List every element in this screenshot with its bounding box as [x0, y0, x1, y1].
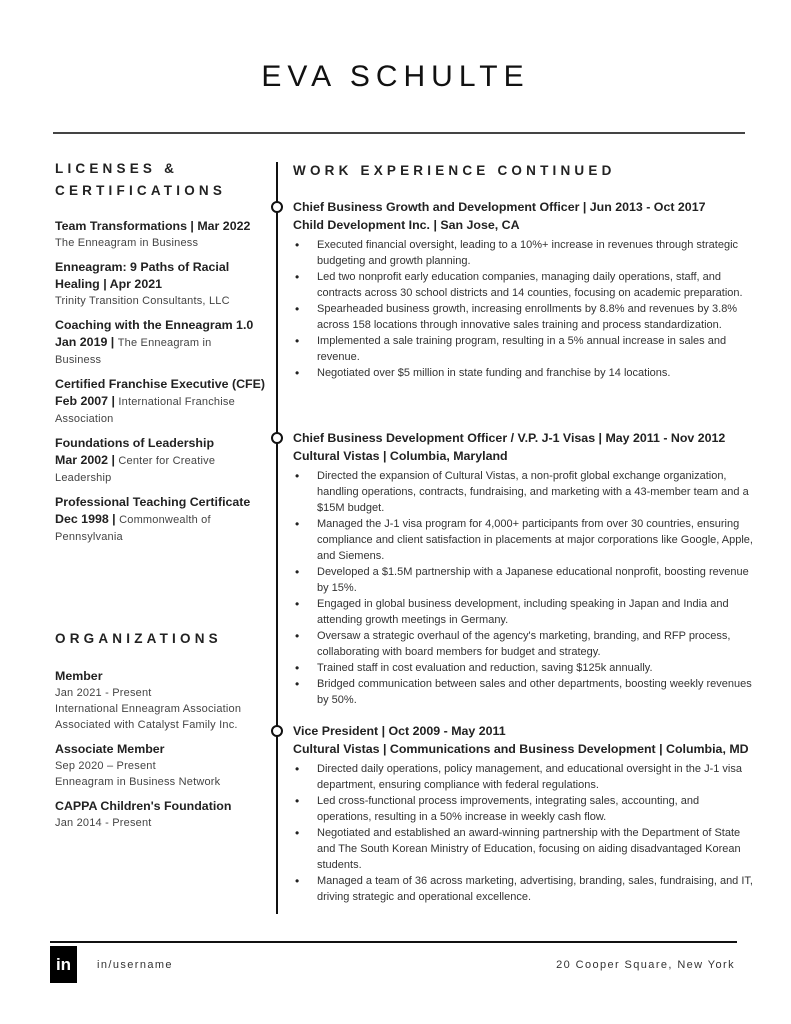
job-bullet: • Developed a $1.5M partnership with a Japanese educational nonprofit, boosting revenue by 15%.	[293, 564, 753, 596]
job-bullet: • Engaged in global business development, including speaking in Japan and India and attending growth meetings in Germany.	[293, 596, 753, 628]
cert-item	[55, 218, 270, 251]
job-title: Vice President | Oct 2009 - May 2011	[293, 724, 506, 738]
timeline-dot-icon	[271, 432, 283, 444]
org-item	[55, 668, 270, 733]
org-name: International Enneagram Association	[55, 703, 242, 715]
cert-date-issuer	[55, 393, 270, 411]
job-bullet: • Negotiated over $5 million in state funding and franchise by 14 locations.	[293, 365, 753, 381]
cert-date: Mar 2002 |	[55, 453, 115, 467]
job-bullet: • Directed the expansion of Cultural Vistas, a non-profit global exchange organization, handling operations, contracts, fundraising, and marketing with a 43-member team and a $15M budget.	[293, 468, 753, 516]
job-bullet: • Led two nonprofit early education companies, managing daily operations, staff, and contracts across 30 school districts and 14 counties, focusing on academic preparation.	[293, 269, 753, 301]
cert-issuer-cont: Pennsylvania	[55, 531, 123, 543]
org-dates: Jan 2021 - Present	[55, 687, 152, 699]
job-entry	[293, 429, 753, 708]
job-org: Cultural Vistas | Communications and Business Development | Columbia, MD	[293, 742, 749, 756]
timeline-line	[276, 162, 278, 914]
experience-heading: WORK EXPERIENCE CONTINUED	[293, 163, 616, 178]
cert-date: Dec 1998 |	[55, 512, 116, 526]
job-bullet: • Implemented a sale training program, resulting in a 5% annual increase in sales and revenue.	[293, 333, 753, 365]
linkedin-handle[interactable]: in/username	[97, 959, 173, 971]
org-title: Member	[55, 669, 103, 683]
cert-date: Feb 2007 |	[55, 394, 115, 408]
cert-issuer: Center for Creative	[118, 455, 216, 467]
cert-issuer-cont: Leadership	[55, 472, 112, 484]
address: 20 Cooper Square, New York	[556, 959, 735, 971]
org-dates: Jan 2014 - Present	[55, 817, 152, 829]
job-entry	[293, 198, 753, 381]
cert-item	[55, 435, 270, 486]
timeline-dot-icon	[271, 725, 283, 737]
footer-divider	[50, 941, 737, 943]
cert-item	[55, 494, 270, 545]
job-bullets	[293, 237, 753, 381]
cert-title: Coaching with the Enneagram 1.0	[55, 318, 254, 332]
org-item	[55, 798, 270, 831]
job-org: Child Development Inc. | San Jose, CA	[293, 218, 520, 232]
job-bullets	[293, 761, 753, 905]
experience-section	[293, 160, 753, 903]
cert-title: Foundations of Leadership	[55, 436, 215, 450]
job-title: Chief Business Development Officer / V.P. J-1 Visas | May 2011 - Nov 2012	[293, 431, 726, 445]
header-divider	[53, 132, 745, 134]
cert-title: Enneagram: 9 Paths of Racial Healing | Apr 2021	[55, 260, 230, 291]
organizations-heading: ORGANIZATIONS	[55, 631, 222, 646]
cert-date-issuer	[55, 452, 270, 470]
cert-item	[55, 317, 270, 368]
job-title: Chief Business Growth and Development Officer | Jun 2013 - Oct 2017	[293, 200, 706, 214]
cert-issuer: The Enneagram in Business	[55, 237, 199, 249]
org-note: Associated with Catalyst Family Inc.	[55, 719, 238, 731]
timeline-dot-icon	[271, 201, 283, 213]
org-title: CAPPA Children's Foundation	[55, 799, 232, 813]
cert-issuer: The Enneagram in	[117, 337, 212, 349]
cert-date-issuer	[55, 511, 270, 529]
cert-title: Professional Teaching Certificate	[55, 495, 251, 509]
licenses-heading-line2: CERTIFICATIONS	[55, 183, 227, 198]
job-bullet: • Led cross-functional process improvements, integrating sales, accounting, and operations, resulting in a 50% increase in weekly cash flow.	[293, 793, 753, 825]
job-bullets	[293, 468, 753, 708]
cert-title: Certified Franchise Executive (CFE)	[55, 377, 266, 391]
job-bullet: • Managed the J-1 visa program for 4,000+ participants from over 30 countries, ensuring compliance and client satisfaction in placements at major corporations like Google, Apple, and Siemens.	[293, 516, 753, 564]
org-title: Associate Member	[55, 742, 165, 756]
organizations-section	[55, 628, 270, 831]
cert-issuer: Trinity Transition Consultants, LLC	[55, 295, 230, 307]
cert-issuer: Commonwealth of	[119, 514, 211, 526]
cert-issuer-cont: Association	[55, 413, 114, 425]
cert-item	[55, 259, 270, 309]
org-dates: Sep 2020 – Present	[55, 760, 156, 772]
cert-issuer: International Franchise	[118, 396, 235, 408]
licenses-section	[55, 158, 270, 545]
job-org: Cultural Vistas | Columbia, Maryland	[293, 449, 508, 463]
job-bullet: • Directed daily operations, policy management, and educational oversight in the J-1 visa department, ensuring compliance with federal regulations.	[293, 761, 753, 793]
cert-issuer-cont: Business	[55, 354, 102, 366]
cert-date-issuer	[55, 334, 270, 352]
org-item	[55, 741, 270, 790]
job-bullet: • Trained staff in cost evaluation and reduction, saving $125k annually.	[293, 660, 753, 676]
org-name: Enneagram in Business Network	[55, 776, 221, 788]
job-entry	[293, 722, 753, 905]
job-bullet: • Negotiated and established an award-winning partnership with the Department of State and The South Korean Ministry of Education, focusing on aiding disadvantaged Korean students.	[293, 825, 753, 873]
job-bullet: • Spearheaded business growth, increasing enrollments by 8.8% and revenues by 3.8% across 158 locations through innovative sales training and process standardization.	[293, 301, 753, 333]
linkedin-icon[interactable]: in	[50, 946, 77, 983]
cert-date: Jan 2019 |	[55, 335, 115, 349]
cert-item	[55, 376, 270, 427]
job-bullet: • Bridged communication between sales and other departments, boosting weekly revenues by 50%.	[293, 676, 753, 708]
licenses-heading-line1: LICENSES &	[55, 161, 179, 176]
job-bullet: • Oversaw a strategic overhaul of the agency's marketing, branding, and RFP process, collaborating with board members for budget and strategy.	[293, 628, 753, 660]
job-bullet: • Managed a team of 36 across marketing, advertising, branding, sales, fundraising, and IT, driving strategic and operational excellence.	[293, 873, 753, 905]
cert-title: Team Transformations | Mar 2022	[55, 219, 251, 233]
candidate-name: EVA SCHULTE	[261, 60, 530, 93]
job-bullet: • Executed financial oversight, leading to a 10%+ increase in revenues through strategic budgeting and growth planning.	[293, 237, 753, 269]
